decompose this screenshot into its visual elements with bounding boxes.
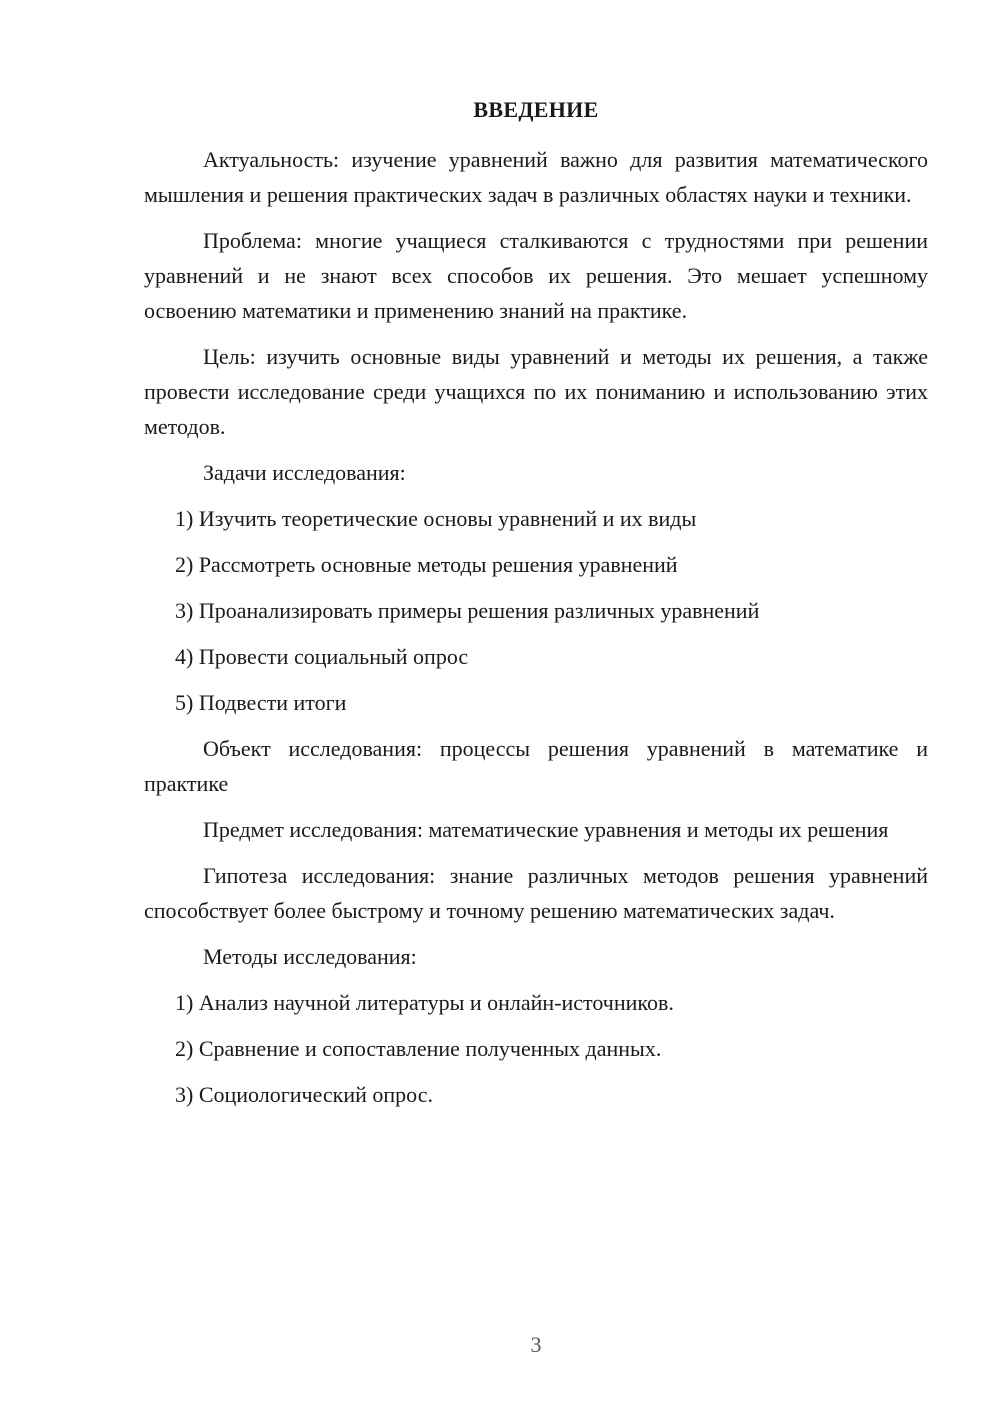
paragraph-subject: Предмет исследования: математические уравнения и методы их решения bbox=[203, 817, 889, 842]
list-item: 4) Провести социальный опрос bbox=[175, 644, 469, 669]
list-item: 2) Рассмотреть основные методы решения уравнений bbox=[175, 552, 678, 577]
list-item: 3) Социологический опрос. bbox=[175, 1082, 433, 1107]
tasks-list bbox=[144, 501, 928, 720]
methods-heading: Методы исследования: bbox=[203, 944, 417, 969]
page-number: 3 bbox=[530, 1332, 542, 1357]
list-item: 5) Подвести итоги bbox=[175, 690, 347, 715]
paragraph-object: Объект исследования: процессы решения уравнений в математике и практике bbox=[144, 736, 928, 796]
paragraph-hypothesis: Гипотеза исследования: знание различных методов решения уравнений способствует более быстрому и точному решению математических задач. bbox=[144, 863, 928, 923]
list-item: 1) Изучить теоретические основы уравнений и их виды bbox=[175, 506, 697, 531]
document-page bbox=[144, 90, 928, 1123]
list-item: 1) Анализ научной литературы и онлайн-источников. bbox=[175, 990, 674, 1015]
paragraph-problem: Проблема: многие учащиеся сталкиваются с трудностями при решении уравнений и не знают всех способов их решения. Это мешает успешному освоению математики и применению знаний на практике. bbox=[144, 228, 928, 323]
paragraph-goal: Цель: изучить основные виды уравнений и методы их решения, а также провести исследование среди учащихся по их пониманию и использованию этих методов. bbox=[144, 344, 928, 439]
list-item: 2) Сравнение и сопоставление полученных данных. bbox=[175, 1036, 662, 1061]
list-item: 3) Проанализировать примеры решения различных уравнений bbox=[175, 598, 760, 623]
methods-list bbox=[144, 985, 928, 1112]
section-title: ВВЕДЕНИЕ bbox=[473, 97, 599, 122]
tasks-heading: Задачи исследования: bbox=[203, 460, 406, 485]
paragraph-relevance: Актуальность: изучение уравнений важно для развития математического мышления и решения практических задач в различных областях науки и техники. bbox=[144, 147, 928, 207]
